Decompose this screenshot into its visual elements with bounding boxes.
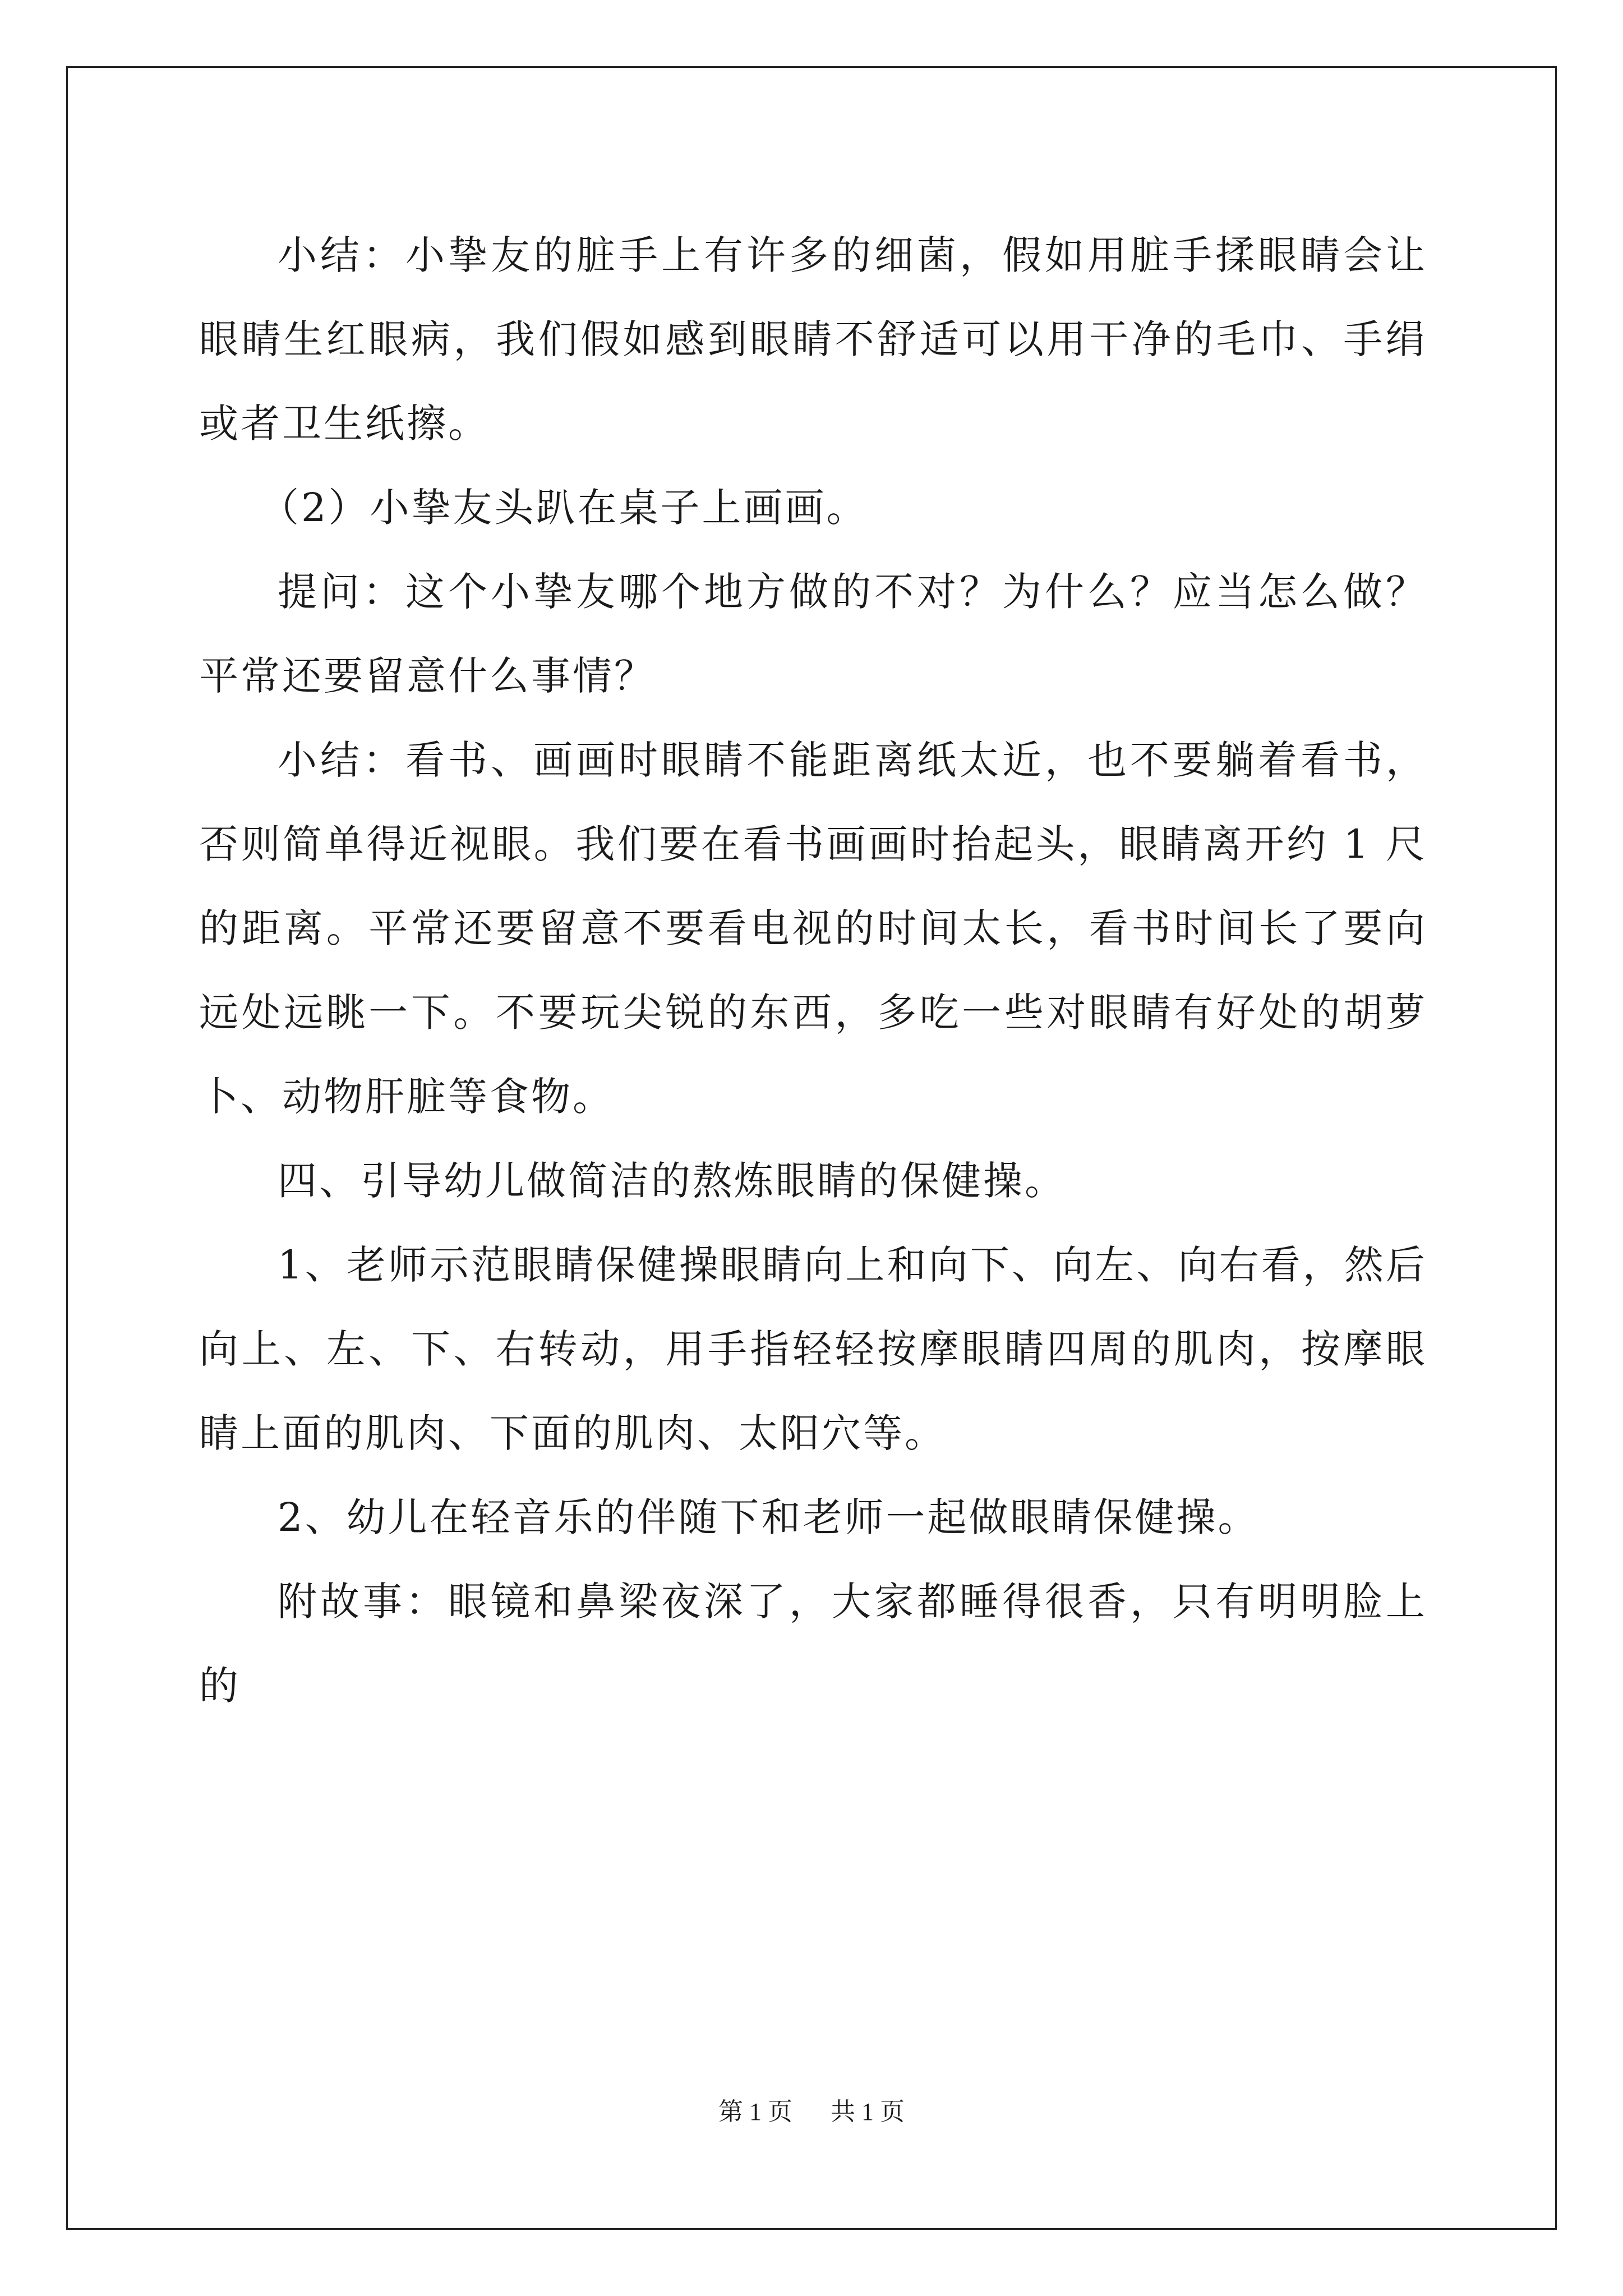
paragraph-section-four: 四、引导幼儿做简洁的熬炼眼睛的保健操。: [278, 1158, 1066, 1204]
paragraph-appendix-story: 附故事：眼镜和鼻梁夜深了，大家都睡得很香，只有明明脸上的: [199, 1579, 1427, 1709]
paragraph-summary-dirty-hands: 小结：小挚友的脏手上有许多的细菌，假如用脏手揉眼睛会让眼睛生红眼病，我们假如感到眼睛不舒适可以用干净的毛巾、手绢或者卫生纸擦。: [199, 232, 1427, 447]
paragraph-summary-reading-distance: 小结：看书、画画时眼睛不能距离纸太近，也不要躺着看书，否则简单得近视眼。我们要在看书画画时抬起头，眼睛离开约 1 尺的距离。平常还要留意不要看电视的时间太长，看书时间长了要向远处远眺一下。不要玩尖锐的东西，多吃一些对眼睛有好处的胡萝卜、动物肝脏等食物。: [199, 737, 1427, 1120]
paragraph-step-2: 2、幼儿在轻音乐的伴随下和老师一起做眼睛保健操。: [278, 1494, 1260, 1540]
page-footer: [0, 2095, 1623, 2129]
paragraph-step-1: 1、老师示范眼睛保健操眼睛向上和向下、向左、向右看，然后向上、左、下、右转动，用手指轻轻按摩眼睛四周的肌肉，按摩眼睛上面的肌肉、下面的肌肉、太阳穴等。: [199, 1242, 1427, 1456]
paragraph-scenario-2: （2）小挚友头趴在桌子上画画。: [260, 485, 868, 531]
page-number-current: 第 1 页: [718, 2098, 792, 2125]
document-body: [199, 213, 1427, 1728]
paragraph-question: 提问：这个小挚友哪个地方做的不对？为什么？应当怎么做？平常还要留意什么事情？: [199, 569, 1427, 699]
page-number-total: 共 1 页: [831, 2098, 905, 2125]
